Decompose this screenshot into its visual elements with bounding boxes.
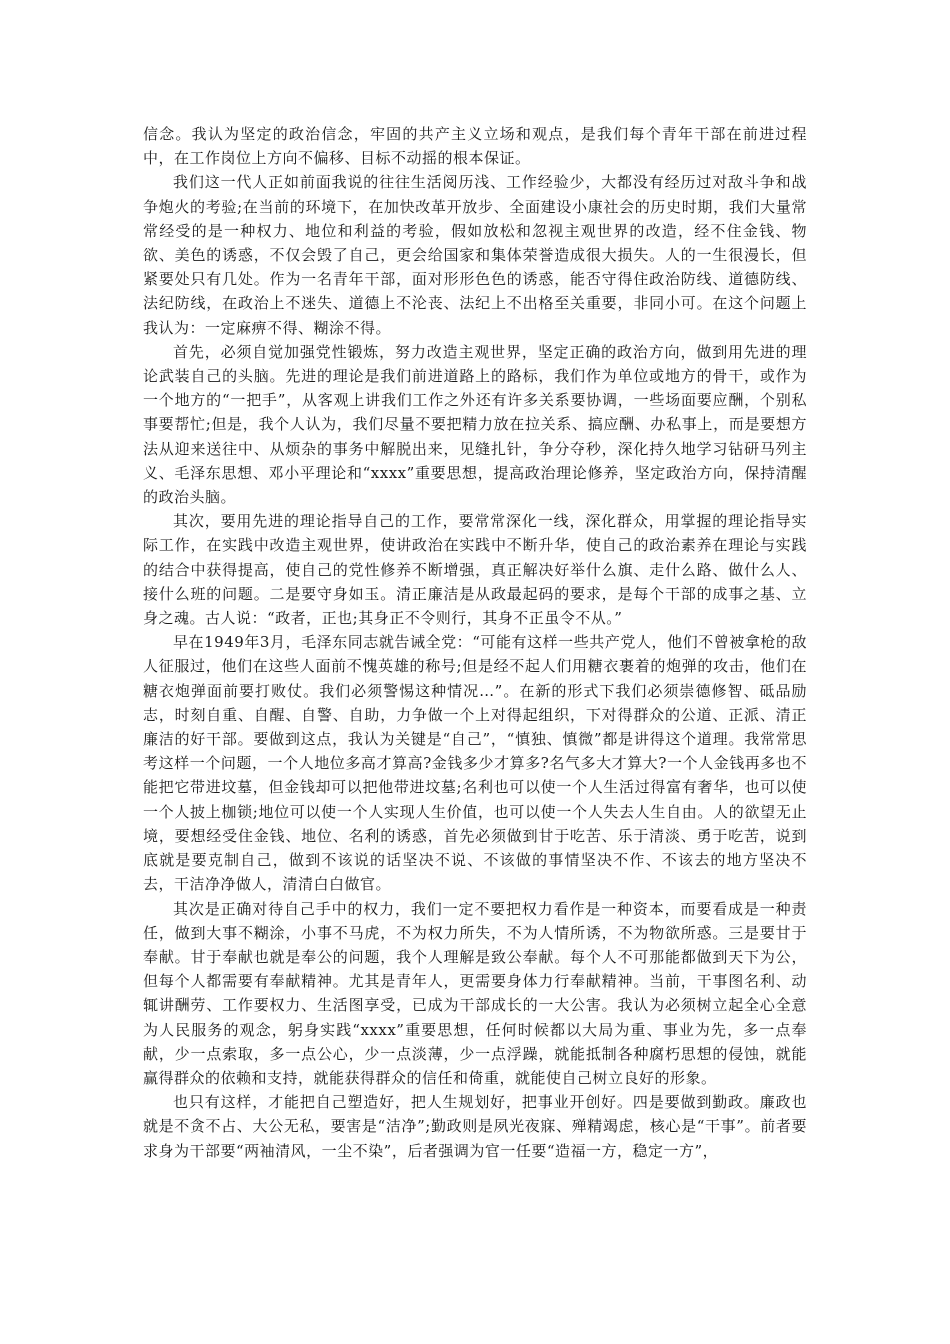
paragraph-2: 我们这一代人正如前面我说的往往生活阅历浅、工作经验少，大都没有经历过对敌斗争和战争炮火的考验;在当前的环境下，在加快改革开放步、全面建设小康社会的历史时期，我们大量常常经受的是一种权力、地位和利益的考验，假如放松和忽视主观世界的改造，经不住金钱、物欲、美色的诱惑，不仅会毁了自己，更会给国家和集体荣誉造成很大损失。人的一生很漫长，但紧要处只有几处。作为一名青年干部，面对形形色色的诱惑，能否守得住政治防线、道德防线、法纪防线，在政治上不迷失、道德上不沦丧、法纪上不出格至关重要，非同小可。在这个问题上我认为：一定麻痹不得、糊涂不得。	[143, 173, 807, 337]
paragraph-3: 首先，必须自觉加强党性锻炼，努力改造主观世界，坚定正确的政治方向，做到用先进的理论武装自己的头脑。先进的理论是我们前进道路上的路标，我们作为单位或地方的骨干，或作为一个地方的“一把手”，从客观上讲我们工作之外还有许多关系要协调，一些场面要应酬，个别私事要帮忙;但是，我个人认为，我们尽量不要把精力放在拉关系、搞应酬、办私事上，而是要想方法从迎来送往中、从烦杂的事务中解脱出来，见缝扎针，争分夺秒，深化持久地学习钻研马列主义、毛泽东思想、邓小平理论和“xxxx”重要思想，提高政治理论修养，坚定政治方向，保持清醒的政治头脑。	[143, 342, 807, 507]
paragraph-1: 信念。我认为坚定的政治信念，牢固的共产主义立场和观点，是我们每个青年干部在前进过程中，在工作岗位上方向不偏移、目标不动摇的根本保证。	[143, 125, 807, 168]
paragraph-5: 早在1949年3月，毛泽东同志就告诫全党：“可能有这样一些共产党人，他们不曾被拿枪的敌人征服过，他们在这些人面前不愧英雄的称号;但是经不起人们用糖衣裹着的炮弹的攻击，他们在糖衣炮弹面前要打败仗。我们必须警惕这种情况…”。在新的形式下我们必须崇德修智、砥品励志，时刻自重、自醒、自警、自助，力争做一个上对得起组织，下对得群众的公道、正派、清正廉洁的好干部。要做到这点，我认为关键是“自己”，“慎独、慎微”都是讲得这个道理。我常常思考这样一个问题，一个人地位多高才算高?金钱多少才算多?名气多大才算大?一个人金钱再多也不能把它带进坟墓，但金钱却可以把他带进坟墓;名利也可以使一个人生活过得富有奢华，也可以使一个人披上枷锁;地位可以使一个人实现人生价值，也可以使一个人失去人生自由。人的欲望无止境，要想经受住金钱、地位、名利的诱惑，首先必须做到甘于吃苦、乐于清淡、勇于吃苦，说到底就是要克制自己，做到不该说的话坚决不说、不该做的事情坚决不作、不该去的地方坚决不去，干洁净净做人，清清白白做官。	[143, 633, 807, 894]
document-body	[143, 122, 807, 1163]
paragraph-6: 其次是正确对待自己手中的权力，我们一定不要把权力看作是一种资本，而要看成是一种责任，做到大事不糊涂，小事不马虎，不为权力所失，不为人情所诱，不为物欲所惑。三是要甘于奉献。甘于奉献也就是奉公的问题，我个人理解是致公奉献。每个人不可那能都做到天下为公，但每个人都需要有奉献精神。尤其是青年人，更需要身体力行奉献精神。当前，干事图名利、动辄讲酬劳、工作要权力、生活图享受，已成为干部成长的一大公害。我认为必须树立起全心全意为人民服务的观念，躬身实践“xxxx”重要思想，任何时候都以大局为重、事业为先，多一点奉献，少一点索取，多一点公心，少一点淡薄，少一点浮躁，就能抵制各种腐朽思想的侵蚀，就能赢得群众的依赖和支持，就能获得群众的信任和倚重，就能使自己树立良好的形象。	[143, 899, 807, 1087]
paragraph-7: 也只有这样，才能把自己塑造好，把人生规划好，把事业开创好。四是要做到勤政。廉政也就是不贪不占、大公无私，要害是“洁净”;勤政则是夙光夜寐、殚精竭虑，核心是“干事”。前者要求身为干部要“两袖清风，一尘不染”，后者强调为官一任要“造福一方，稳定一方”，	[143, 1093, 807, 1160]
paragraph-4: 其次，要用先进的理论指导自己的工作，要常常深化一线，深化群众，用掌握的理论指导实际工作，在实践中改造主观世界，使讲政治在实践中不断升华，使自己的政治素养在理论与实践的结合中获得提高，使自己的党性修养不断增强，真正解决好举什么旗、走什么路、做什么人、接什么班的问题。二是要守身如玉。清正廉洁是从政最起码的要求，是每个干部的成事之基、立身之魂。古人说：“政者，正也;其身正不令则行，其身不正虽令不从。”	[143, 512, 807, 628]
